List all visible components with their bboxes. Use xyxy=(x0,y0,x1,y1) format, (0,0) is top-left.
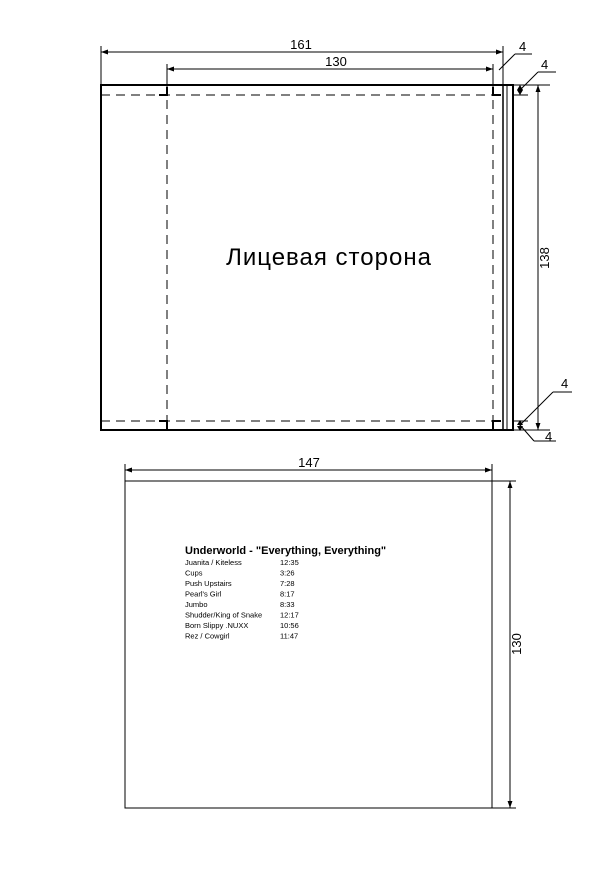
track-title: Push Upstairs xyxy=(185,579,232,588)
dim-label-flap-top: 4 xyxy=(541,57,549,72)
track-title: Shudder/King of Snake xyxy=(185,610,263,620)
track-time: 8:17 xyxy=(280,589,295,599)
track-title: Jumbo xyxy=(185,600,208,609)
corner-mark-bl xyxy=(159,421,167,429)
track-time: 10:56 xyxy=(280,621,299,630)
dim-label-flap-bottom-upper: 4 xyxy=(561,376,569,391)
back-insert xyxy=(125,464,516,808)
dim-label-flap-bottom-lower: 4 xyxy=(545,429,553,444)
track-title: Juanita / Kiteless xyxy=(185,558,242,567)
track-row xyxy=(185,579,295,588)
track-time: 8:33 xyxy=(280,600,295,609)
dim-label-face-width: 130 xyxy=(325,54,347,69)
track-title: Rez / Cowgirl xyxy=(185,631,230,641)
front-side-label: Лицевая сторона xyxy=(226,244,432,271)
corner-mark-br xyxy=(493,421,501,429)
corner-mark-tl xyxy=(159,87,167,95)
leader-flap-bottom-lower xyxy=(520,425,534,441)
track-time: 12:35 xyxy=(280,558,299,567)
dim-label-face-height: 138 xyxy=(537,247,552,269)
leader-spine xyxy=(499,54,515,70)
track-row xyxy=(185,558,299,567)
track-time: 7:28 xyxy=(280,579,295,588)
track-row xyxy=(185,611,299,620)
track-row xyxy=(185,569,295,578)
dim-label-back-height: 130 xyxy=(509,633,524,655)
dim-label-back-width: 147 xyxy=(298,455,320,470)
dim-label-spine-width: 4 xyxy=(519,39,527,54)
track-row xyxy=(185,590,295,599)
track-time: 12:17 xyxy=(280,610,299,620)
corner-mark-tr xyxy=(493,87,501,95)
leader-flap-top xyxy=(520,72,538,90)
track-row xyxy=(185,621,299,630)
track-title: Pearl's Girl xyxy=(185,589,222,599)
dim-label-total-width: 161 xyxy=(290,37,312,52)
album-title: Underworld - "Everything, Everything" xyxy=(185,545,387,557)
track-time: 11:47 xyxy=(280,631,299,641)
track-time: 3:26 xyxy=(280,568,295,578)
leader-flap-bottom-upper xyxy=(520,392,553,425)
track-row xyxy=(185,632,298,641)
track-title: Cups xyxy=(185,568,203,578)
track-title: Born Slippy .NUXX xyxy=(185,621,249,630)
back-outline xyxy=(125,481,492,808)
track-list xyxy=(185,558,299,641)
track-row xyxy=(185,600,295,609)
